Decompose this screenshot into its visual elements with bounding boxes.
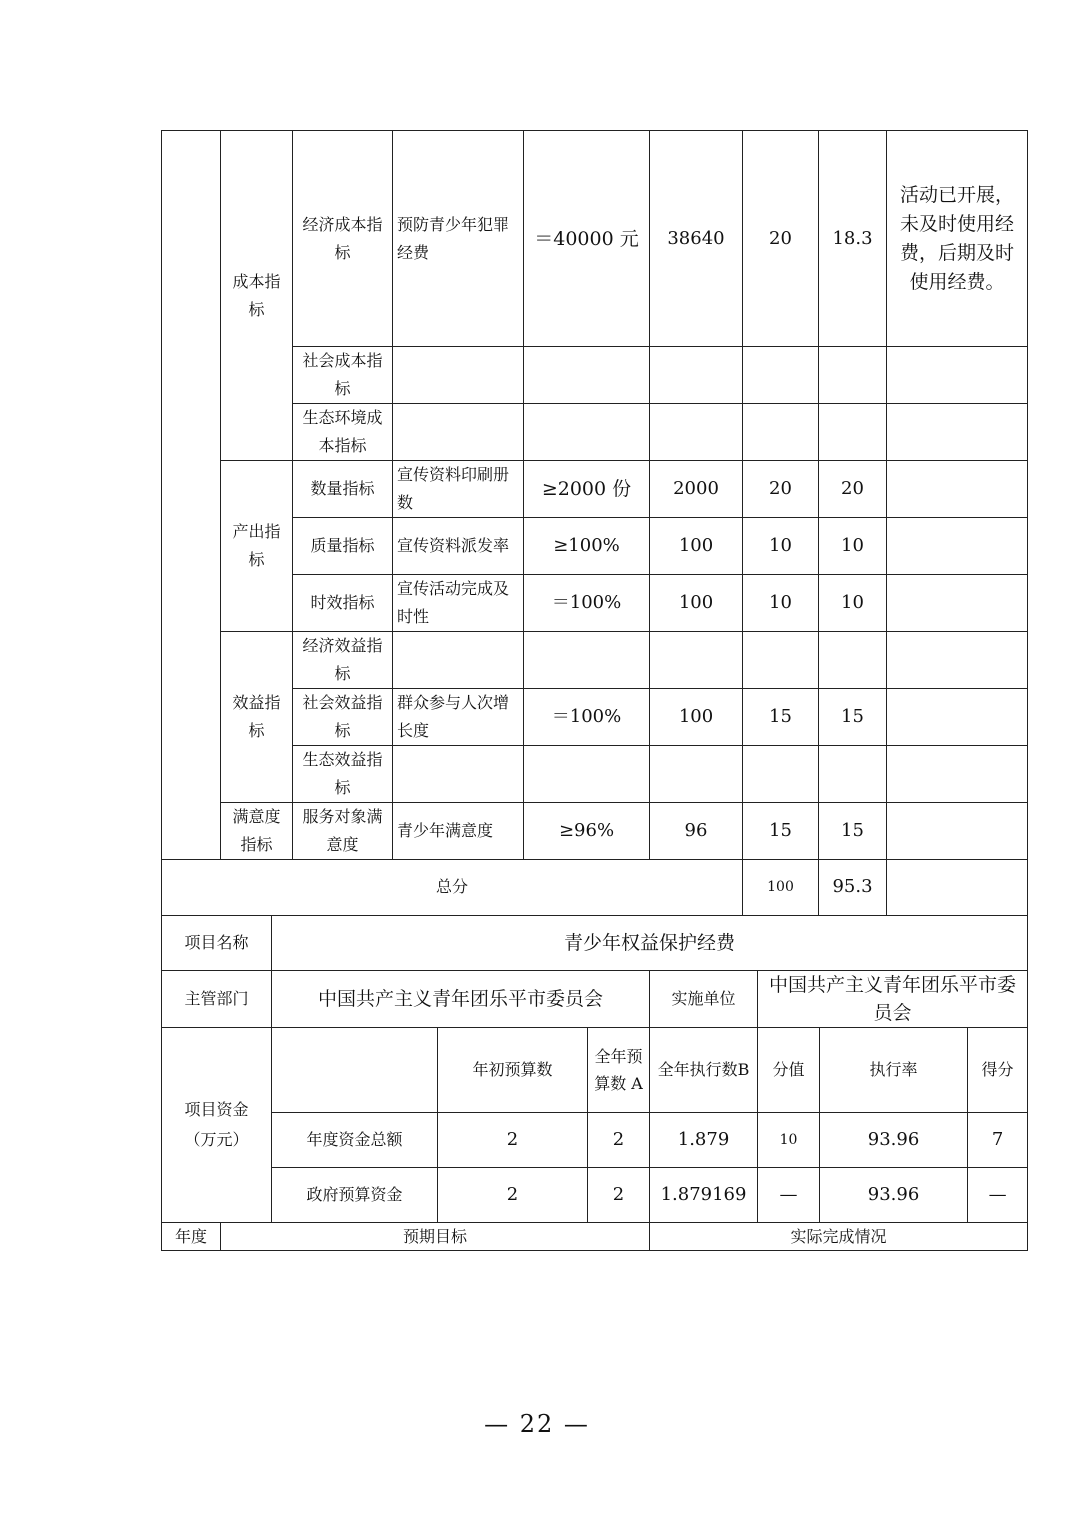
target-value: ≥2000 份	[524, 461, 650, 518]
fund-score-value: 10	[758, 1113, 820, 1168]
actual-value: 38640	[650, 131, 743, 347]
total-score-value: 100	[743, 860, 819, 915]
dept-label: 主管部门	[162, 971, 272, 1028]
target-value: ＝100%	[524, 575, 650, 632]
score-value: 15	[743, 803, 819, 860]
score-value: 15	[743, 689, 819, 746]
category-cost: 成本指标	[221, 131, 293, 461]
actual-value: 100	[650, 518, 743, 575]
expected-target-label: 预期目标	[221, 1223, 650, 1251]
project-name-label: 项目名称	[162, 916, 272, 971]
actual-value: 2000	[650, 461, 743, 518]
actual-value: 100	[650, 575, 743, 632]
score-value: 10	[743, 575, 819, 632]
sub-indicator: 质量指标	[293, 518, 393, 575]
sub-indicator: 经济成本指标	[293, 131, 393, 347]
deviation-note: 活动已开展，未及时使用经费，后期及时使用经费。	[887, 131, 1028, 347]
fund-annual: 2	[588, 1113, 650, 1168]
blank-first-column	[162, 131, 221, 860]
actual-completion-label: 实际完成情况	[650, 1223, 1028, 1251]
sub-indicator: 经济效益指标	[293, 632, 393, 689]
sub-indicator: 服务对象满意度	[293, 803, 393, 860]
page-number: — 22 —	[484, 1410, 590, 1438]
actual-value: 100	[650, 689, 743, 746]
target-value: ＝100%	[524, 689, 650, 746]
total-score: 95.3	[819, 860, 887, 915]
dept-name: 中国共产主义青年团乐平市委员会	[272, 971, 650, 1028]
score: 15	[819, 689, 887, 746]
fund-rate: 93.96	[820, 1168, 968, 1223]
indicator-name: 群众参与人次增长度	[393, 689, 524, 746]
score-value: 20	[743, 461, 819, 518]
indicator-name: 青少年满意度	[393, 803, 524, 860]
sub-indicator: 社会成本指标	[293, 347, 393, 404]
score: 10	[819, 575, 887, 632]
sub-indicator: 生态效益指标	[293, 746, 393, 803]
indicator-name: 宣传活动完成及时性	[393, 575, 524, 632]
indicator-name: 宣传资料印刷册数	[393, 461, 524, 518]
actual-value: 96	[650, 803, 743, 860]
target-value: ≥100%	[524, 518, 650, 575]
indicator-name: 预防青少年犯罪经费	[393, 131, 524, 347]
fund-rate: 93.96	[820, 1113, 968, 1168]
project-funds-table	[161, 915, 1028, 1251]
fund-score: 7	[968, 1113, 1028, 1168]
score-value: 10	[743, 518, 819, 575]
score: 18.3	[819, 131, 887, 347]
fund-row-label: 政府预算资金	[272, 1168, 438, 1223]
project-name: 青少年权益保护经费	[272, 916, 1028, 971]
header-rate: 执行率	[820, 1028, 968, 1113]
header-score: 得分	[968, 1028, 1028, 1113]
fund-annual: 2	[588, 1168, 650, 1223]
target-value: ＝40000 元	[524, 131, 650, 347]
target-value: ≥96%	[524, 803, 650, 860]
fund-executed: 1.879169	[650, 1168, 758, 1223]
fund-executed: 1.879	[650, 1113, 758, 1168]
header-executed: 全年执行数B	[650, 1028, 758, 1113]
category-benefit: 效益指标	[221, 632, 293, 803]
fund-initial: 2	[438, 1168, 588, 1223]
score: 10	[819, 518, 887, 575]
sub-indicator: 社会效益指标	[293, 689, 393, 746]
fund-score: —	[968, 1168, 1028, 1223]
sub-indicator: 时效指标	[293, 575, 393, 632]
total-label: 总分	[162, 860, 743, 915]
category-output: 产出指标	[221, 461, 293, 632]
funds-label: 项目资金 （万元）	[162, 1028, 272, 1223]
header-annual-budget: 全年预算数 A	[588, 1028, 650, 1113]
fund-initial: 2	[438, 1113, 588, 1168]
category-satisfaction: 满意度指标	[221, 803, 293, 860]
indicator-name: 宣传资料派发率	[393, 518, 524, 575]
header-score-value: 分值	[758, 1028, 820, 1113]
sub-indicator: 生态环境成本指标	[293, 404, 393, 461]
score-value: 20	[743, 131, 819, 347]
fund-row-label: 年度资金总额	[272, 1113, 438, 1168]
performance-indicator-table	[161, 130, 1028, 860]
fund-score-value: —	[758, 1168, 820, 1223]
year-label: 年度	[162, 1223, 221, 1251]
sub-indicator: 数量指标	[293, 461, 393, 518]
header-initial-budget: 年初预算数	[438, 1028, 588, 1113]
score: 15	[819, 803, 887, 860]
score: 20	[819, 461, 887, 518]
impl-unit: 中国共产主义青年团乐平市委员会	[758, 971, 1028, 1028]
impl-label: 实施单位	[650, 971, 758, 1028]
total-score-table	[161, 860, 1028, 916]
